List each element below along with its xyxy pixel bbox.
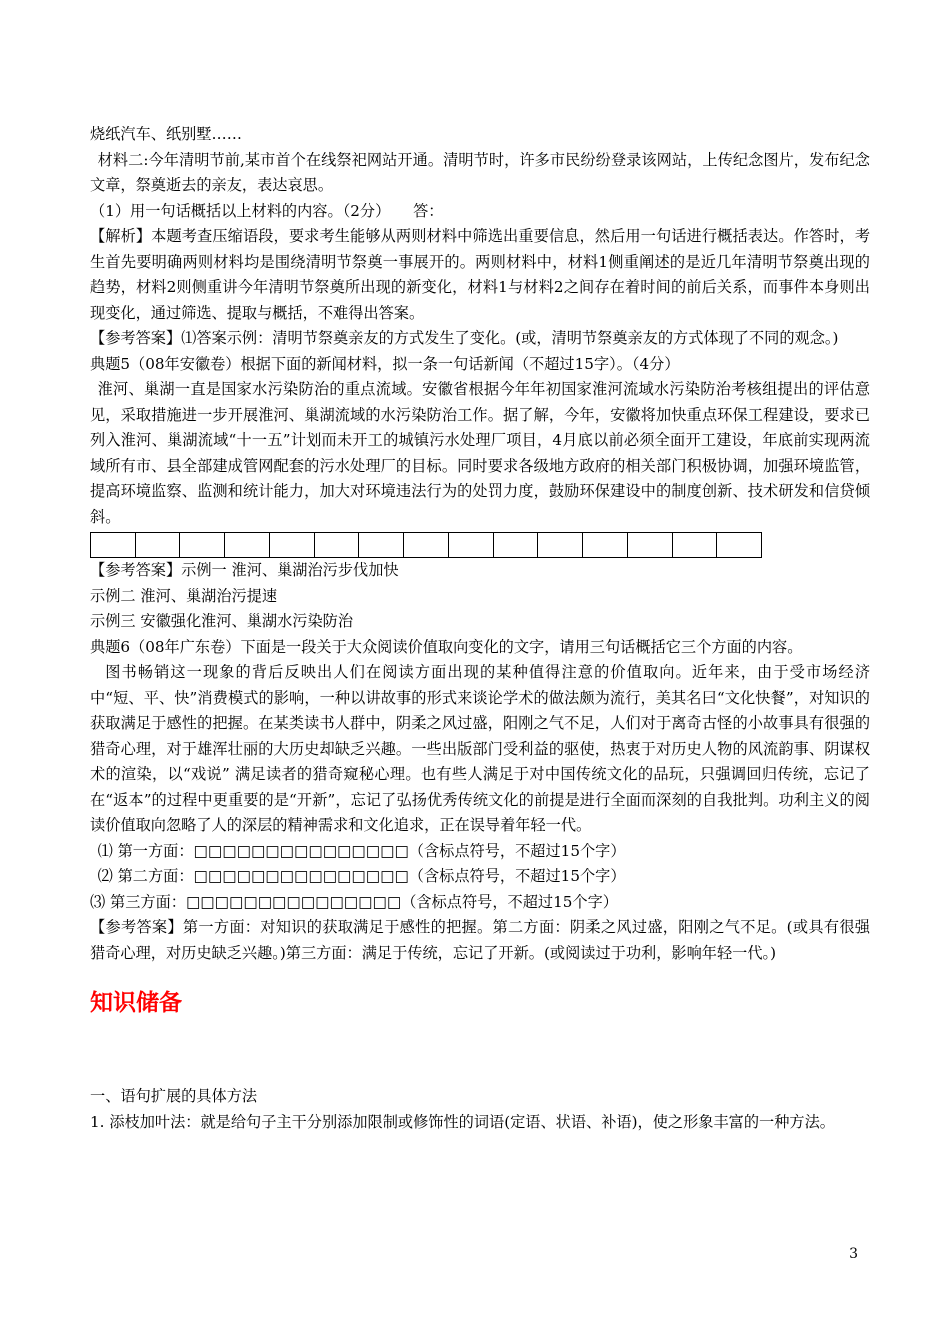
answer-grid-cell [673, 533, 718, 557]
answer-grid-cell [359, 533, 404, 557]
reference-answer: 【参考答案】⑴答案示例：清明节祭奠亲友的方式发生了变化。(或，清明节祭奠亲友的方式体现了不同的观念。) [90, 329, 839, 347]
document-page [90, 122, 870, 1135]
answer-grid-cell [717, 533, 761, 557]
analysis: 【解析】本题考查压缩语段，要求考生能够从两则材料中筛选出重要信息，然后用一句话进行概括表达。作答时，考生首先要明确两则材料均是围绕清明节祭奠一事展开的。两则材料中，材料1侧重阐述的是近几年清明节祭奠出现的趋势，材料2则侧重讲今年清明节祭奠所出现的新变化，材料1与材料2之间存在着时间的前后关系，而事件本身则出现变化，通过筛选、提取与概括，不难得出答案。 [90, 227, 870, 322]
answer-example: 示例二 淮河、巢湖治污提速 [90, 586, 278, 605]
answer-grid-cell [225, 533, 270, 557]
answer-grid-cell [538, 533, 583, 557]
section-heading: 知识储备 [90, 989, 182, 1016]
answer-example: 示例三 安徽强化淮河、巢湖水污染防治 [90, 612, 354, 630]
paragraph: 烧纸汽车、纸别墅…… [90, 125, 242, 143]
page-number: 3 [849, 1246, 858, 1262]
question: （1）用一句话概括以上材料的内容。（2分） 答： [90, 201, 444, 220]
answer-grid-cell [180, 533, 225, 557]
example-question-title: 典题6（08年广东卷）下面是一段关于大众阅读价值取向变化的文字，请用三句话概括它三个方面的内容。 [90, 637, 803, 656]
answer-grid-cell [315, 533, 360, 557]
reference-answer: 【参考答案】第一方面：对知识的获取满足于感性的把握。第二方面：阴柔之风过盛，阳刚之气不足。(或具有很强猎奇心理，对历史缺乏兴趣。)第三方面：满足于传统，忘记了开新。(或阅读过于功利，影响年轻一代。) [90, 918, 870, 962]
answer-grid-cell [136, 533, 181, 557]
answer-grid-cell [583, 533, 628, 557]
answer-grid-cell [494, 533, 539, 557]
answer-grid-cell [270, 533, 315, 557]
paragraph: 材料二:今年清明节前,某市首个在线祭祀网站开通。清明节时，许多市民纷纷登录该网站，上传纪念图片，发布纪念文章，祭奠逝去的亲友，表达哀思。 [90, 150, 870, 194]
method-description: 1. 添枝加叶法：就是给句子主干分别添加限制或修饰性的词语(定语、状语、补语)，使之形象丰富的一种方法。 [90, 1112, 835, 1131]
answer-grid-cell [404, 533, 449, 557]
fill-in-line: ⑴ 第一方面：□□□□□□□□□□□□□□□（含标点符号，不超过15个字） [97, 841, 626, 860]
method-title: 一、语句扩展的具体方法 [90, 1087, 258, 1105]
answer-grid-cell [628, 533, 673, 557]
answer-grid-cell [91, 533, 136, 557]
example-question-title: 典题5（08年安徽卷）根据下面的新闻材料，拟一条一句话新闻（不超过15字）。（4分） [90, 354, 680, 373]
reading-material: 图书畅销这一现象的背后反映出人们在阅读方面出现的某种值得注意的价值取向。近年来，由于受市场经济中“短、平、快”消费模式的影响，一种以讲故事的形式来谈论学术的做法颇为流行，美其名曰“文化快餐”，对知识的获取满足于感性的把握。在某类读书人群中，阴柔之风过盛，阳刚之气不足，人们对于离奇古怪的小故事具有很强的猎奇心理，对于雄浑壮丽的大历史却缺乏兴趣。一些出版部门受利益的驱使，热衷于对历史人物的风流韵事、阴谋权术的渲染，以“戏说” 满足读者的猎奇窥秘心理。也有些人满足于对中国传统文化的品玩，只强调回归传统，忘记了在“返本”的过程中更重要的是“开新”，忘记了弘扬优秀传统文化的前提是进行全面而深刻的自我批判。功利主义的阅读价值取向忽略了人的深层的精神需求和文化追求，正在误导着年轻一代。 [90, 663, 870, 834]
fill-in-line: ⑶ 第三方面：□□□□□□□□□□□□□□□（含标点符号，不超过15个字） [90, 892, 618, 911]
reference-answer: 【参考答案】示例一 淮河、巢湖治污步伐加快 [90, 561, 399, 579]
news-material: 淮河、巢湖一直是国家水污染防治的重点流域。安徽省根据今年年初国家淮河流域水污染防治考核组提出的评估意见，采取措施进一步开展淮河、巢湖流域的水污染防治工作。据了解，今年，安徽将加快重点环保工程建设，要求已列入淮河、巢湖流域“十一五”计划而未开工的城镇污水处理厂项目，4月底以前必须全面开工建设，年底前实现两流域所有市、县全部建成管网配套的污水处理厂的目标。同时要求各级地方政府的相关部门积极协调，加强环境监管，提高环境监察、监测和统计能力，加大对环境违法行为的处罚力度，鼓励环保建设中的制度创新、技术研发和信贷倾斜。 [90, 380, 870, 526]
fill-in-line: ⑵ 第二方面：□□□□□□□□□□□□□□□（含标点符号，不超过15个字） [97, 867, 626, 885]
answer-grid [90, 532, 762, 558]
answer-grid-cell [449, 533, 494, 557]
